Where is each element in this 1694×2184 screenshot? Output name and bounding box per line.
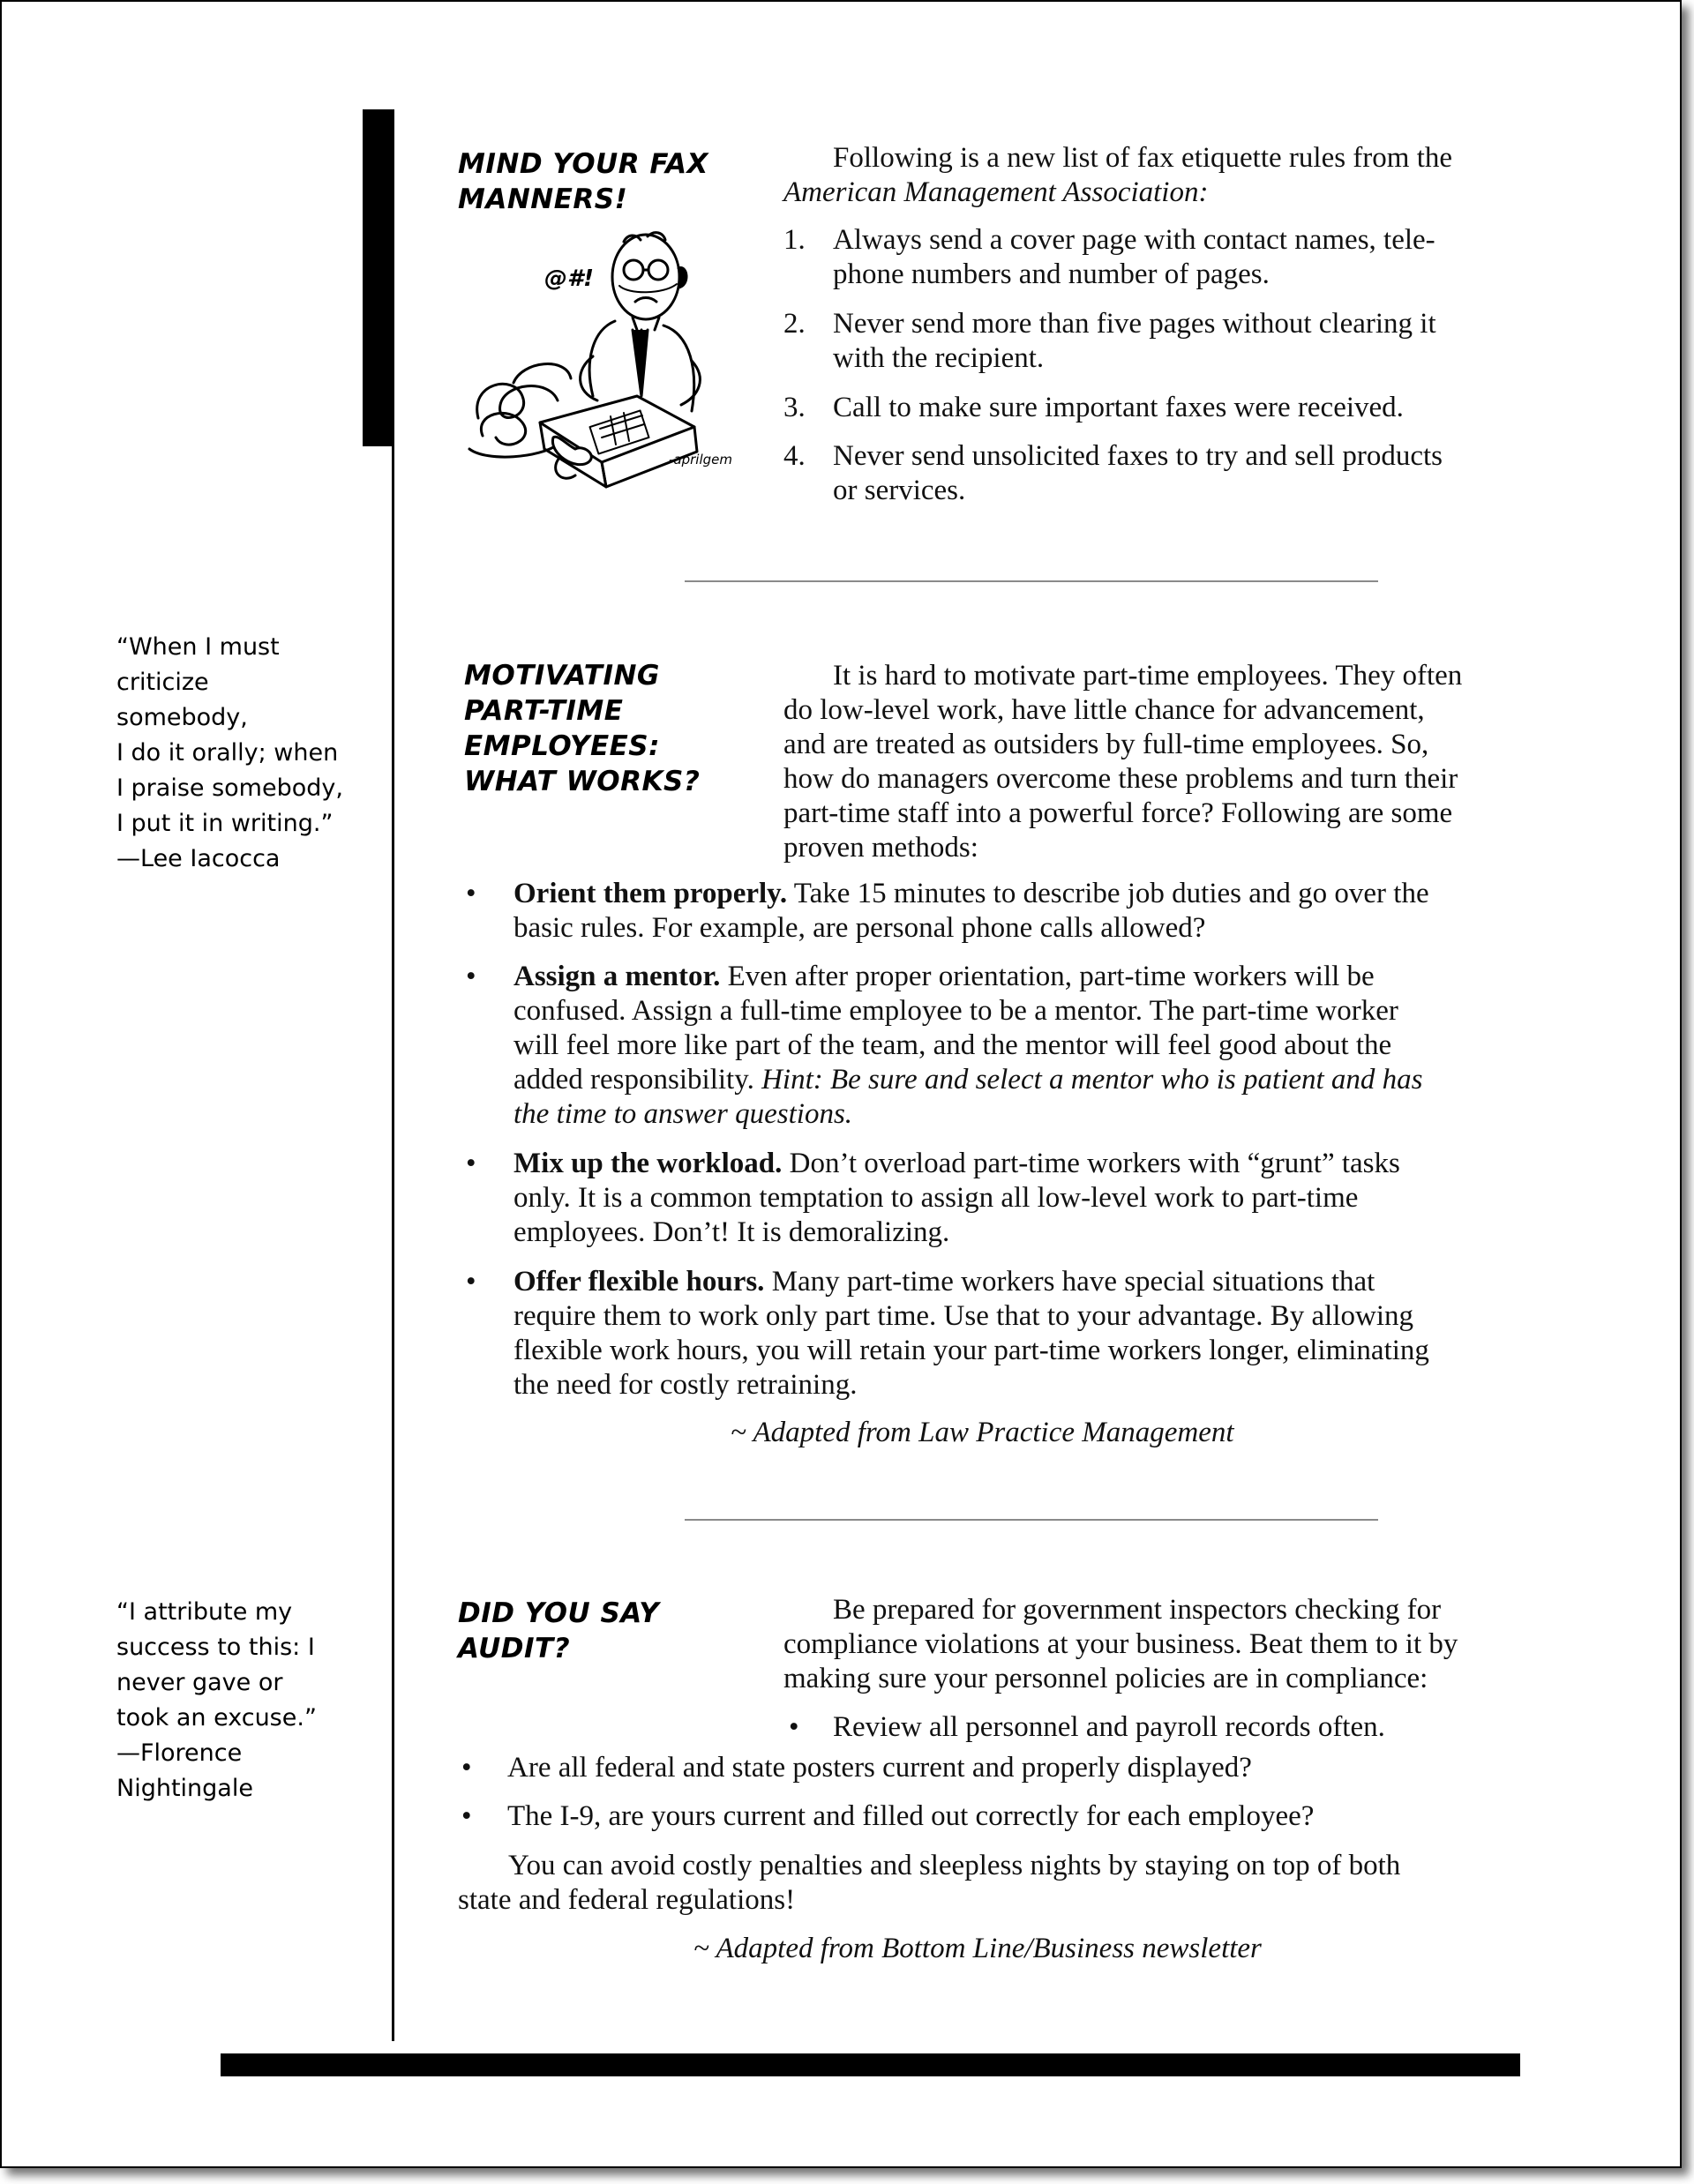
motivating-attribution: ~ Adapted from Law Practice Management [731, 1417, 1234, 1448]
audit-intro [783, 1593, 1525, 1696]
quote-author: —Florence [116, 1739, 243, 1767]
audit-closing-line: You can avoid costly penalties and sleepless nights by staying on top of both [508, 1850, 1401, 1881]
audit-heading-line: DID YOU SAY [458, 1597, 660, 1629]
audit-closing [458, 1849, 1525, 1918]
bullet-dot: • [466, 878, 476, 909]
fax-rule-text: phone numbers and number of pages. [833, 258, 1270, 290]
bullet-text: only. It is a common temptation to assign all low-level work to part-time [513, 1182, 1359, 1214]
audit-closing-line: state and federal regulations! [458, 1884, 796, 1916]
margin-thick-bar [363, 109, 394, 446]
motivating-heading-line: MOTIVATING [464, 660, 660, 692]
bullet-text: confused. Assign a full-time employee to be a mentor. The part-time worker [513, 995, 1398, 1027]
fax-rule-text: with the recipient. [833, 342, 1045, 374]
cartoon-exclaim-text: @#! [544, 266, 594, 292]
quote-line: success to this: I [116, 1634, 315, 1661]
motivating-intro-line: and are treated as outsiders by full-time employees. So, [783, 729, 1429, 760]
fax-rule-number: 3. [783, 392, 806, 423]
fax-rule-number: 1. [783, 224, 806, 256]
bullet-dot: • [466, 1148, 476, 1179]
quote-line: “I attribute my [116, 1598, 293, 1626]
fax-intro-line: Following is a new list of fax etiquette rules from the [833, 142, 1453, 174]
fax-rule-number: 4. [783, 440, 806, 472]
audit-heading [458, 1596, 659, 1666]
audit-attribution: ~ Adapted from Bottom Line/Business newsletter [693, 1933, 1262, 1964]
fax-rule-item [783, 439, 1525, 508]
fax-rule-text: Never send more than five pages without clearing it [833, 308, 1436, 340]
bullet-text: Many part-time workers have special situations that [764, 1266, 1375, 1298]
motivating-bullet [464, 1265, 1523, 1402]
quote-line: I do it orally; when [116, 739, 339, 767]
motivating-heading-line: EMPLOYEES: [464, 730, 661, 762]
motivating-intro-line: part-time staff into a powerful force? Following are some [783, 797, 1453, 829]
motivating-intro-line: proven methods: [783, 832, 978, 864]
bullet-lead: Orient them properly. [513, 878, 788, 909]
motivating-intro-line: do low-level work, have little chance for advancement, [783, 694, 1425, 726]
bullet-text: Don’t overload part-time workers with “grunt” tasks [782, 1148, 1400, 1179]
bullet-text: added responsibility. [513, 1064, 762, 1096]
fax-rule-text: Call to make sure important faxes were received. [833, 392, 1404, 423]
audit-intro-line: making sure your personnel policies are in compliance: [783, 1663, 1428, 1694]
fax-rule-number: 2. [783, 308, 806, 340]
bullet-hint: Hint: Be sure and select a mentor who is patient and has [761, 1064, 1423, 1096]
audit-bullet [783, 1710, 1525, 1745]
quote-line: I put it in writing.” [116, 810, 334, 837]
bullet-text: Take 15 minutes to describe job duties and go over the [787, 878, 1429, 909]
bullet-hint: the time to answer questions. [513, 1098, 853, 1130]
motivating-bullet [464, 877, 1523, 946]
bullet-text: the need for costly retraining. [513, 1369, 858, 1401]
bullet-text: basic rules. For example, are personal phone calls allowed? [513, 912, 1206, 944]
margin-vertical-rule [392, 109, 394, 2041]
audit-bullet [458, 1799, 1525, 1834]
bullet-text: flexible work hours, you will retain your part-time workers longer, eliminating [513, 1335, 1429, 1366]
motivating-intro [783, 659, 1525, 865]
motivating-bullet [464, 1147, 1523, 1250]
bullet-lead: Mix up the workload. [513, 1148, 783, 1179]
quote-line: “When I must [116, 633, 280, 661]
quote-author: Nightingale [116, 1775, 253, 1802]
motivating-heading-line: WHAT WORKS? [464, 766, 701, 797]
bullet-text: will feel more like part of the team, and the mentor will feel good about the [513, 1029, 1392, 1061]
bullet-text: Even after proper orientation, part-time workers will be [720, 961, 1375, 992]
audit-heading-line: AUDIT? [458, 1633, 571, 1664]
bullet-dot: • [466, 961, 476, 992]
bullet-text: Review all personnel and payroll records often. [833, 1711, 1385, 1743]
bullet-dot: • [789, 1711, 799, 1743]
fax-heading-line: MANNERS! [458, 183, 628, 215]
bullet-text: employees. Don’t! It is demoralizing. [513, 1216, 950, 1248]
bullet-dot: • [461, 1800, 472, 1832]
fax-rule-text: or services. [833, 475, 966, 506]
quote-line: criticize somebody, [116, 669, 248, 731]
bullet-lead: Assign a mentor. [513, 961, 721, 992]
motivating-bullet [464, 960, 1523, 1132]
sidebar-quote-nightingale [116, 1595, 346, 1806]
fax-heading-line: MIND YOUR FAX [458, 148, 708, 180]
audit-intro-line: Be prepared for government inspectors checking for [833, 1594, 1442, 1626]
audit-intro-line: compliance violations at your business. Beat them to it by [783, 1628, 1458, 1660]
fax-intro [783, 141, 1525, 210]
fax-machine-cartoon-illustration [461, 206, 743, 497]
quote-line: never gave or [116, 1669, 283, 1696]
section-divider [685, 1519, 1378, 1521]
quote-line: took an excuse.” [116, 1704, 317, 1731]
section-divider [685, 580, 1378, 582]
bullet-text: Are all federal and state posters current and properly displayed? [507, 1752, 1252, 1784]
quote-author: —Lee Iacocca [116, 845, 281, 872]
sidebar-quote-iacocca [116, 630, 346, 877]
bullet-lead: Offer flexible hours. [513, 1266, 765, 1298]
motivating-intro-line: how do managers overcome these problems and turn their [783, 763, 1458, 795]
motivating-heading-line: PART-TIME [464, 695, 624, 727]
bullet-dot: • [466, 1266, 476, 1298]
fax-rule-item [783, 223, 1525, 292]
fax-rule-item [783, 307, 1525, 376]
motivating-heading [464, 658, 700, 799]
motivating-intro-line: It is hard to motivate part-time employees. They often [833, 660, 1463, 692]
footer-thick-bar [221, 2053, 1520, 2076]
fax-rule-text: Always send a cover page with contact names, tele- [833, 224, 1435, 256]
fax-rule-text: Never send unsolicited faxes to try and sell products [833, 440, 1443, 472]
quote-line: I praise somebody, [116, 774, 343, 802]
fax-intro-source: American Management Association: [783, 176, 1209, 208]
cartoon-signature: -aprilgem [669, 452, 732, 467]
bullet-text: The I-9, are yours current and filled out correctly for each employee? [507, 1800, 1315, 1832]
bullet-dot: • [461, 1752, 472, 1784]
audit-bullet [458, 1751, 1525, 1785]
fax-rule-item [783, 391, 1525, 425]
bullet-text: require them to work only part time. Use that to your advantage. By allowing [513, 1300, 1414, 1332]
